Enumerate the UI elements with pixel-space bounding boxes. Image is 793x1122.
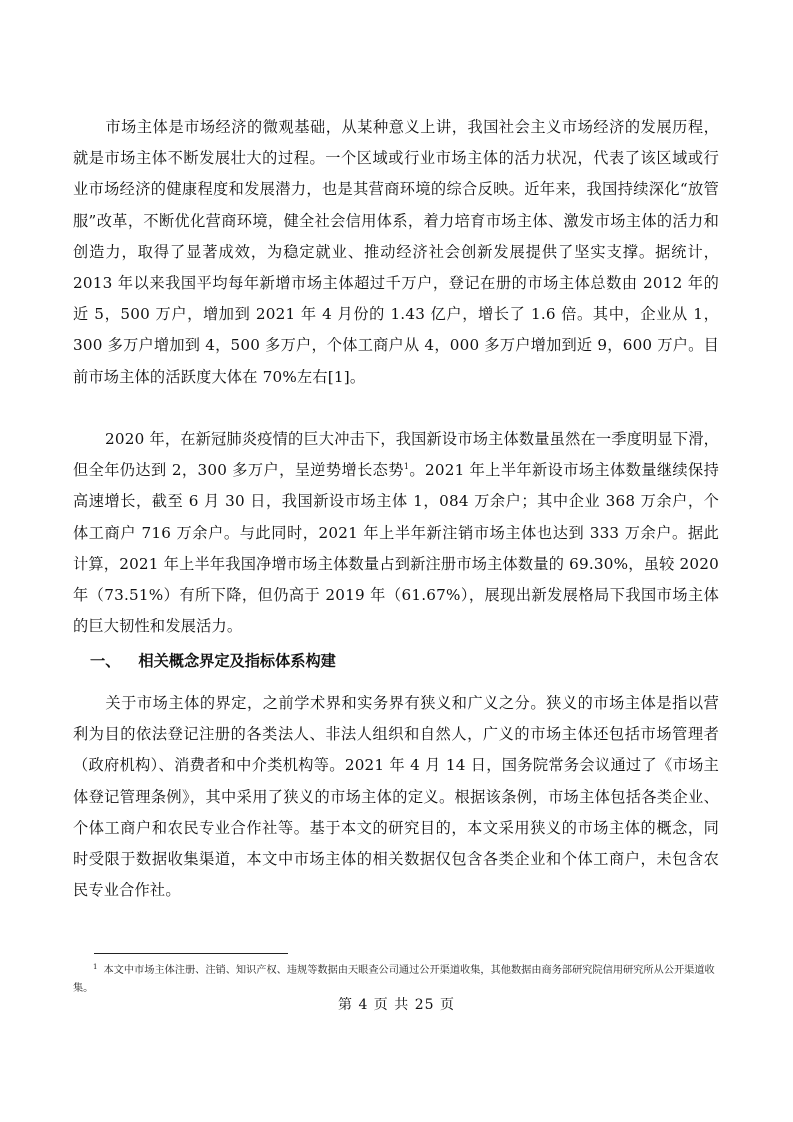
body-paragraph-3 — [73, 688, 719, 906]
paragraph-2-text-b: 。2021 年上半年新设市场主体数量继续保持高速增长，截至 6 月 30 日，我国新设市场主体 1，084 万余户；其中企业 368 万余户，个体工商户 716 万余户。与此同时，2021 年上半年新注销市场主体也达到 333 万余户。据此计算，2021 年上半年我国净增市场主体数量占到新注册市场主体数量的 69.30%，虽较 2020 年（73.51%）有所下降，但仍高于 2019 年（61.67%），展现出新发展格局下我国市场主体的巨大韧性和发展活力。 — [73, 461, 719, 636]
paragraph-2-text-a: 2020 年，在新冠肺炎疫情的巨大冲击下，我国新设市场主体数量虽然在一季度明显下滑，但全年仍达到 2，300 多万户，呈逆势增长态势 — [73, 430, 719, 480]
footnote-mark: 1 — [93, 962, 98, 971]
footnote-text: 本文中市场主体注册、注销、知识产权、违规等数据由天眼查公司通过公开渠道收集，其他数据由商务部研究院信用研究所从公开渠道收集。 — [73, 965, 715, 994]
section-number: 一、 — [90, 652, 121, 670]
section-title: 相关概念界定及指标体系构建 — [138, 652, 336, 670]
footnote-reference[interactable]: 1 — [403, 462, 410, 472]
body-paragraph-2 — [73, 424, 719, 642]
section-heading — [90, 650, 336, 671]
paragraph-3-text: 关于市场主体的界定，之前学术界和实务界有狭义和广义之分。狭义的市场主体是指以营利为目的依法登记注册的各类法人、非法人组织和自然人，广义的市场主体还包括市场管理者（政府机构）、消费者和中介类机构等。2021 年 4 月 14 日，国务院常务会议通过了《市场主体登记管理条例》，其中采用了狭义的市场主体的定义。根据该条例，市场主体包括各类企业、个体工商户和农民专业合作社等。基于本文的研究目的，本文采用狭义的市场主体的概念，同时受限于数据收集渠道，本文中市场主体的相关数据仅包含各类企业和个体工商户，未包含农民专业合作社。 — [73, 694, 719, 900]
footnote — [73, 962, 721, 998]
footnote-divider — [94, 953, 288, 954]
paragraph-1-text: 市场主体是市场经济的微观基础，从某种意义上讲，我国社会主义市场经济的发展历程，就是市场主体不断发展壮大的过程。一个区域或行业市场主体的活力状况，代表了该区域或行业市场经济的健康程度和发展潜力，也是其营商环境的综合反映。近年来，我国持续深化“放管服”改革，不断优化营商环境，健全社会信用体系，着力培育市场主体、激发市场主体的活力和创造力，取得了显著成效，为稳定就业、推动经济社会创新发展提供了坚实支撑。据统计，2013 年以来我国平均每年新增市场主体超过千万户，登记在册的市场主体总数由 2012 年的近 5，500 万户，增加到 2021 年 4 月份的 1.43 亿户，增长了 1.6 倍。其中，企业从 1，300 多万户增加到 4，500 多万户，个体工商户从 4，000 多万户增加到近 9，600 万户。目前市场主体的活跃度大体在 70%左右[1]。 — [73, 118, 719, 386]
page-number: 第 4 页 共 25 页 — [338, 997, 455, 1013]
body-paragraph-1 — [73, 112, 719, 393]
